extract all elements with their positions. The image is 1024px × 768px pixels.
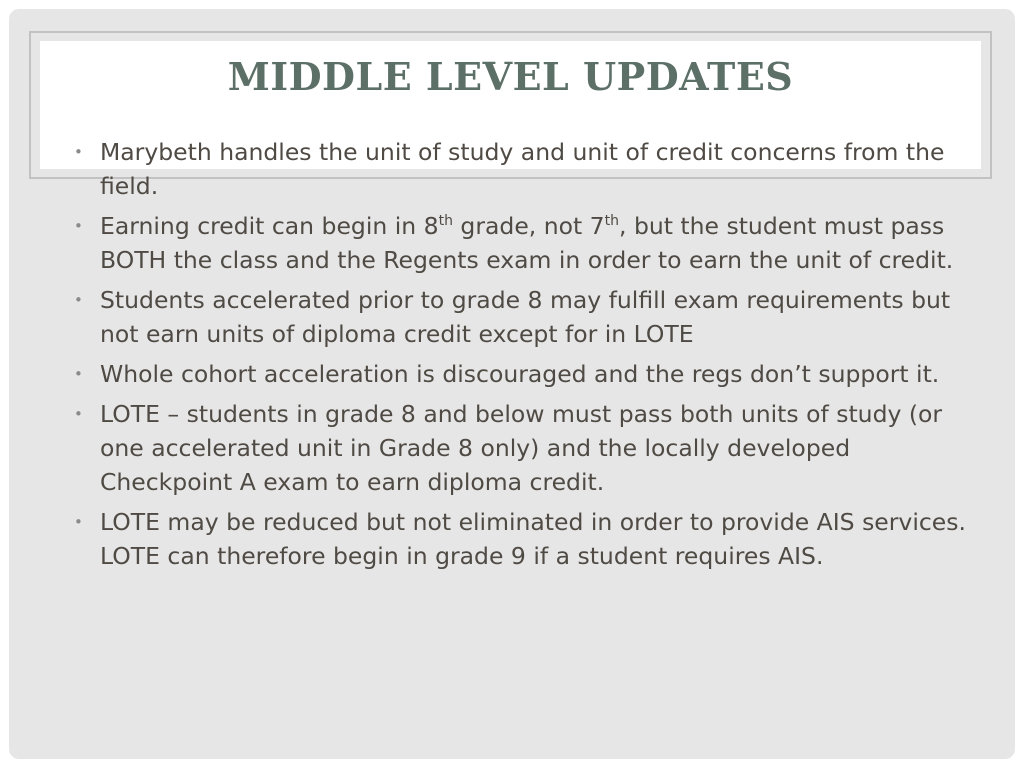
bullet-dot-icon: • — [74, 365, 83, 383]
bullet-text-2b: grade, not 7 — [452, 212, 605, 240]
bullet-text-1: Marybeth handles the unit of study and unit of credit concerns from the field. — [100, 138, 945, 200]
superscript-th-2: th — [604, 213, 619, 230]
bullet-item-2 — [66, 209, 981, 277]
bullet-text-3: Students accelerated prior to grade 8 may fulfill exam requirements but not earn units of diploma credit except for in LOTE — [100, 286, 951, 348]
bullet-dot-icon: • — [74, 217, 83, 235]
bullet-dot-icon: • — [74, 405, 83, 423]
slide-title: MIDDLE LEVEL UPDATES — [227, 54, 794, 99]
bullet-text-2c: , but the student must pass BOTH the class and the Regents exam in order to earn the unit of credit. — [100, 212, 954, 274]
bullet-item-6 — [66, 505, 981, 573]
bullet-dot-icon: • — [74, 143, 83, 161]
bullet-list — [66, 135, 981, 579]
bullet-dot-icon: • — [74, 513, 83, 531]
bullet-item-4 — [66, 357, 981, 391]
bullet-item-5 — [66, 397, 981, 499]
bullet-text-6: LOTE may be reduced but not eliminated in order to provide AIS services. LOTE can therefore begin in grade 9 if a student requires AIS. — [100, 508, 966, 570]
bullet-dot-icon: • — [74, 291, 83, 309]
bullet-text-5: LOTE – students in grade 8 and below must pass both units of study (or one accelerated unit in Grade 8 only) and the locally developed Checkpoint A exam to earn diploma credit. — [100, 400, 943, 496]
superscript-th-1: th — [438, 213, 453, 230]
bullet-text-2a: Earning credit can begin in 8 — [100, 212, 439, 240]
slide — [9, 9, 1015, 759]
bullet-item-3 — [66, 283, 981, 351]
bullet-item-1 — [66, 135, 981, 203]
bullet-text-4: Whole cohort acceleration is discouraged and the regs don’t support it. — [100, 360, 940, 388]
